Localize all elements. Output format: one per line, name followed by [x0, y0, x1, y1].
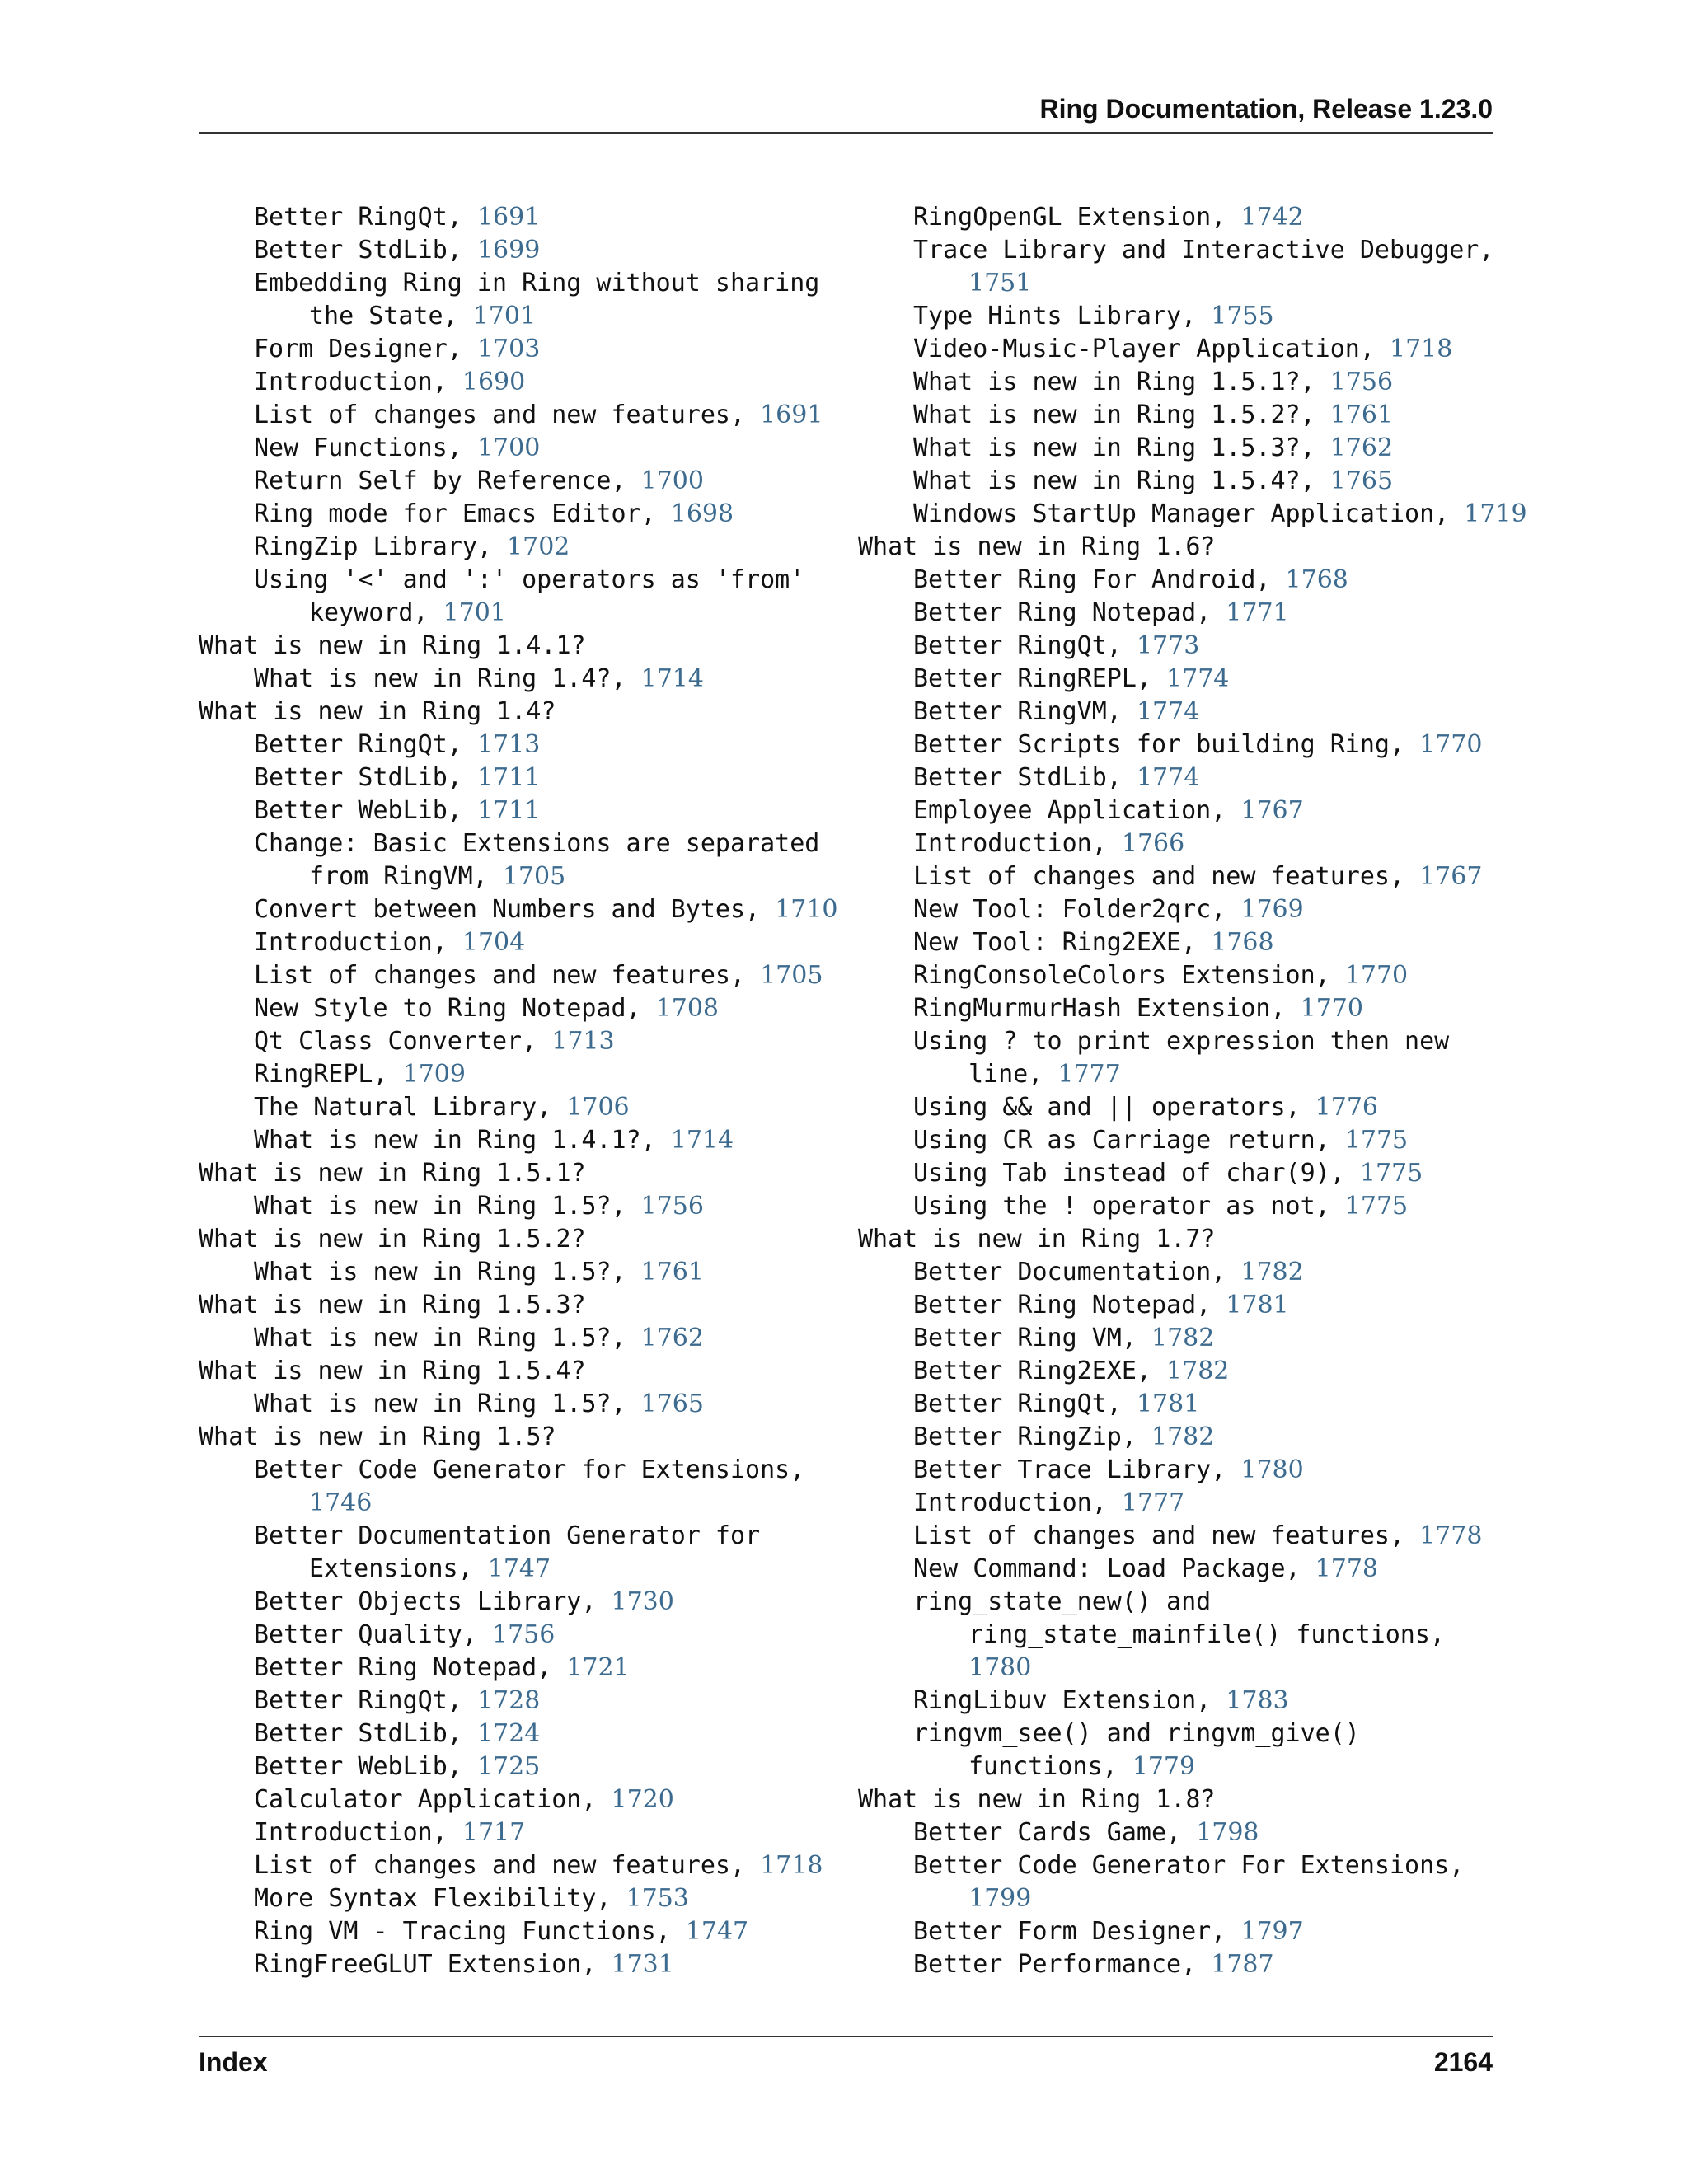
page-link[interactable]: 1713: [551, 1027, 615, 1056]
index-entry[interactable]: [858, 432, 1501, 465]
index-entry[interactable]: [199, 1025, 842, 1058]
index-entry-text: keyword,: [309, 598, 429, 627]
index-entry[interactable]: [199, 827, 842, 893]
page-link[interactable]: 1725: [476, 1752, 541, 1781]
index-entry-text: What is new in Ring 1.5.4?,: [913, 466, 1315, 495]
page-link[interactable]: 1767: [1240, 796, 1304, 825]
page-link[interactable]: 1773: [1136, 631, 1200, 660]
index-entry-text: Employee Application,: [913, 796, 1226, 825]
page-link[interactable]: 1767: [1419, 862, 1483, 891]
index-entry-text: Better Quality,: [254, 1620, 477, 1649]
index-entry[interactable]: [199, 399, 842, 432]
index-entry[interactable]: [858, 1355, 1501, 1388]
index-entry[interactable]: [199, 366, 842, 399]
index-entry[interactable]: [199, 1882, 842, 1915]
index-entry[interactable]: [199, 1750, 842, 1783]
page-link[interactable]: 1705: [502, 862, 566, 891]
index-entry-text: Better StdLib,: [913, 763, 1122, 792]
index-entry[interactable]: [199, 1783, 842, 1816]
index-entry-text: Ring mode for Emacs Editor,: [254, 499, 656, 528]
page-link[interactable]: 1701: [443, 598, 506, 627]
page-link[interactable]: 1774: [1166, 664, 1230, 693]
page-link[interactable]: 1783: [1226, 1686, 1289, 1715]
page-link[interactable]: 1699: [476, 236, 541, 265]
index-entry[interactable]: [199, 762, 842, 794]
page-link[interactable]: 1719: [1464, 499, 1527, 528]
index-entry-text: Using '<' and ':' operators as 'from': [254, 565, 805, 594]
index-entry-text: Better RingZip,: [913, 1422, 1137, 1451]
index-entry-text: RingConsoleColors Extension,: [913, 961, 1330, 990]
page-link[interactable]: 1702: [507, 532, 570, 561]
index-entry-text: Video-Music-Player Application,: [913, 335, 1375, 363]
page-link[interactable]: 1756: [640, 1192, 704, 1221]
index-entry-text: What is new in Ring 1.8?: [858, 1785, 1216, 1814]
index-entry-text: What is new in Ring 1.5?: [199, 1422, 556, 1451]
index-heading: [858, 1223, 1501, 1256]
page-link[interactable]: 1730: [611, 1587, 674, 1616]
index-heading: [199, 1355, 842, 1388]
index-entry-text: List of changes and new features,: [254, 961, 746, 990]
index-entry-text: Better RingQt,: [254, 730, 462, 759]
index-entry-text: What is new in Ring 1.6?: [858, 532, 1216, 561]
index-entry-text: The Natural Library,: [254, 1093, 552, 1122]
page-link[interactable]: 1713: [476, 730, 541, 759]
index-entry[interactable]: [858, 762, 1501, 794]
page-link[interactable]: 1718: [760, 1851, 823, 1880]
index-entry-text: What is new in Ring 1.5.3?: [199, 1291, 586, 1319]
page-link[interactable]: 1782: [1151, 1324, 1215, 1352]
page-link[interactable]: 1762: [1329, 434, 1394, 462]
index-entry-text: ring_state_new() and: [913, 1587, 1212, 1616]
page-link[interactable]: 1710: [775, 895, 838, 924]
index-entry-text: Using CR as Carriage return,: [913, 1126, 1330, 1155]
index-entry-text: RingFreeGLUT Extension,: [254, 1950, 597, 1979]
index-entry[interactable]: [858, 1685, 1501, 1718]
page-link[interactable]: 1720: [611, 1785, 674, 1814]
index-entry-text: Better Cards Game,: [913, 1818, 1182, 1847]
index-entry-text: Calculator Application,: [254, 1785, 597, 1814]
index-entry-text: Form Designer,: [254, 335, 462, 363]
page-link[interactable]: 1799: [968, 1884, 1032, 1913]
index-entry-text: Better StdLib,: [254, 236, 462, 265]
index-entry-text: Trace Library and Interactive Debugger,: [913, 236, 1494, 265]
index-entry-text: Better RingQt,: [254, 1686, 462, 1715]
page-link[interactable]: 1778: [1315, 1554, 1379, 1583]
index-entry-text: Better StdLib,: [254, 1719, 462, 1748]
running-header-title: Ring Documentation, Release 1.23.0: [1039, 94, 1493, 124]
index-entry-text: More Syntax Flexibility,: [254, 1884, 612, 1913]
index-entry-text: What is new in Ring 1.5?,: [254, 1258, 626, 1286]
index-heading: [199, 1223, 842, 1256]
index-entry-text: RingZip Library,: [254, 532, 492, 561]
index-entry-text: Better Ring Notepad,: [254, 1653, 552, 1682]
index-entry-text: Better WebLib,: [254, 796, 462, 825]
page-link[interactable]: 1782: [1151, 1422, 1215, 1451]
index-entry-text: Better Ring Notepad,: [913, 598, 1212, 627]
page-link[interactable]: 1705: [760, 961, 823, 990]
index-entry[interactable]: [858, 564, 1501, 597]
page-link[interactable]: 1770: [1344, 961, 1409, 990]
index-entry-text: Type Hints Library,: [913, 302, 1197, 330]
index-entry-text: What is new in Ring 1.4.1?: [199, 631, 586, 660]
index-entry[interactable]: [858, 1454, 1501, 1487]
page-link[interactable]: 1780: [968, 1653, 1032, 1682]
index-entry[interactable]: [199, 1388, 842, 1421]
index-entry[interactable]: [858, 1256, 1501, 1289]
index-entry[interactable]: [199, 1652, 842, 1685]
index-entry-text: Better Trace Library,: [913, 1455, 1226, 1484]
page-link[interactable]: 1779: [1132, 1752, 1196, 1781]
page-link[interactable]: 1755: [1211, 302, 1274, 330]
index-entry[interactable]: [858, 366, 1501, 399]
index-entry-text: the State,: [309, 302, 458, 330]
index-entry-text: What is new in Ring 1.5?,: [254, 1324, 626, 1352]
index-entry[interactable]: [199, 1849, 842, 1882]
index-entry-text: What is new in Ring 1.5.1?: [199, 1159, 586, 1188]
page-link[interactable]: 1711: [476, 796, 541, 825]
index-entry[interactable]: [199, 1322, 842, 1355]
index-entry-text: Better Ring VM,: [913, 1324, 1137, 1352]
index-entry-text: Better Form Designer,: [913, 1917, 1226, 1946]
index-entry[interactable]: [199, 992, 842, 1025]
index-entry-text: Better Code Generator for Extensions,: [254, 1455, 805, 1484]
index-entry-text: ring_state_mainfile() functions,: [968, 1620, 1445, 1649]
index-heading: [199, 1289, 842, 1322]
index-entry[interactable]: [199, 234, 842, 267]
page-link[interactable]: 1780: [1240, 1455, 1304, 1484]
page-link[interactable]: 1768: [1211, 928, 1274, 957]
index-entry[interactable]: [199, 201, 842, 234]
page-link[interactable]: 1787: [1211, 1950, 1274, 1979]
index-heading: [199, 1421, 842, 1454]
index-entry-text: Better RingQt,: [254, 203, 462, 232]
index-entry[interactable]: [858, 333, 1501, 366]
page-link[interactable]: 1714: [670, 1126, 734, 1155]
page-link[interactable]: 1751: [968, 269, 1032, 298]
page-link[interactable]: 1711: [476, 763, 541, 792]
index-entry-text: New Command: Load Package,: [913, 1554, 1301, 1583]
index-heading: [858, 531, 1501, 564]
index-entry-text: Introduction,: [254, 1818, 448, 1847]
index-entry-text: Extensions,: [309, 1554, 473, 1583]
index-entry-text: Better Ring2EXE,: [913, 1357, 1151, 1385]
index-entry-text: Embedding Ring in Ring without sharing: [254, 269, 820, 298]
index-entry[interactable]: [858, 860, 1501, 893]
index-entry[interactable]: [858, 926, 1501, 959]
page-link[interactable]: 1700: [640, 466, 704, 495]
index-entry-text: What is new in Ring 1.5.2?,: [913, 401, 1315, 429]
page-link[interactable]: 1731: [611, 1950, 674, 1979]
page-link[interactable]: 1703: [476, 335, 541, 363]
index-heading: [199, 630, 842, 663]
index-entry[interactable]: [199, 267, 842, 333]
index-entry-text: Qt Class Converter,: [254, 1027, 537, 1056]
index-entry-text: Better RingVM,: [913, 697, 1122, 726]
index-entry-text: Better RingQt,: [913, 1390, 1122, 1418]
page-link[interactable]: 1698: [670, 499, 734, 528]
page-link[interactable]: 1701: [472, 302, 537, 330]
index-heading: [199, 696, 842, 729]
page-link[interactable]: 1775: [1344, 1192, 1409, 1221]
index-entry-text: Better Code Generator For Extensions,: [913, 1851, 1465, 1880]
index-entry[interactable]: [199, 465, 842, 498]
index-entry-text: What is new in Ring 1.4.1?,: [254, 1126, 656, 1155]
page-link[interactable]: 1762: [640, 1324, 704, 1352]
page-link[interactable]: 1691: [476, 203, 541, 232]
page-link[interactable]: 1714: [640, 664, 704, 693]
index-entry-text: Better Ring Notepad,: [913, 1291, 1212, 1319]
index-entry[interactable]: [858, 729, 1501, 762]
index-heading: [199, 1157, 842, 1190]
page-link[interactable]: 1766: [1121, 829, 1185, 858]
index-entry-text: Better Objects Library,: [254, 1587, 597, 1616]
index-entry[interactable]: [199, 794, 842, 827]
index-column-right: [858, 201, 1527, 1981]
index-entry[interactable]: [199, 1586, 842, 1619]
index-entry[interactable]: [858, 1816, 1501, 1849]
index-entry-text: Better RingREPL,: [913, 664, 1151, 693]
index-column-left: [199, 201, 842, 1981]
index-entry-text: ringvm_see() and ringvm_give(): [913, 1719, 1360, 1748]
index-entry[interactable]: [858, 1586, 1501, 1685]
index-entry[interactable]: [199, 1058, 842, 1091]
page-link[interactable]: 1769: [1240, 895, 1304, 924]
index-entry[interactable]: [199, 1454, 842, 1520]
index-entry[interactable]: [858, 1948, 1501, 1981]
index-entry-text: List of changes and new features,: [254, 401, 746, 429]
index-entry[interactable]: [858, 1124, 1501, 1157]
page-link[interactable]: 1774: [1136, 763, 1200, 792]
index-entry[interactable]: [858, 1157, 1501, 1190]
page-link[interactable]: 1765: [640, 1390, 704, 1418]
page-link[interactable]: 1778: [1419, 1521, 1483, 1550]
page-link[interactable]: 1781: [1136, 1390, 1200, 1418]
index-entry-text: What is new in Ring 1.4?,: [254, 664, 626, 693]
index-entry[interactable]: [199, 531, 842, 564]
index-entry-text: Using the ! operator as not,: [913, 1192, 1330, 1221]
index-entry[interactable]: [858, 1718, 1501, 1783]
page-link[interactable]: 1782: [1166, 1357, 1230, 1385]
index-entry-text: Convert between Numbers and Bytes,: [254, 895, 761, 924]
index-entry-text: New Tool: Folder2qrc,: [913, 895, 1226, 924]
index-entry-text: Using ? to print expression then new: [913, 1027, 1450, 1056]
page-link[interactable]: 1742: [1240, 203, 1304, 232]
page-link[interactable]: 1724: [476, 1719, 541, 1748]
index-entry-text: Windows StartUp Manager Application,: [913, 499, 1450, 528]
index-entry[interactable]: [199, 893, 842, 926]
index-entry-text: New Tool: Ring2EXE,: [913, 928, 1197, 957]
index-entry[interactable]: [199, 1124, 842, 1157]
index-entry-text: functions,: [968, 1752, 1118, 1781]
index-entry[interactable]: [858, 1520, 1501, 1553]
index-entry-text: Return Self by Reference,: [254, 466, 626, 495]
page-link[interactable]: 1776: [1315, 1093, 1379, 1122]
index-entry-text: Ring VM - Tracing Functions,: [254, 1917, 671, 1946]
page-link[interactable]: 1753: [626, 1884, 689, 1913]
page-link[interactable]: 1798: [1196, 1818, 1259, 1847]
index-entry[interactable]: [858, 1421, 1501, 1454]
index-entry-text: RingLibuv Extension,: [913, 1686, 1212, 1715]
page-link[interactable]: 1747: [487, 1554, 551, 1583]
page-footer: [199, 2036, 1493, 2087]
index-entry[interactable]: [199, 663, 842, 696]
index-entry[interactable]: [199, 1816, 842, 1849]
index-entry[interactable]: [858, 1915, 1501, 1948]
index-entry[interactable]: [858, 1849, 1501, 1915]
page-link[interactable]: 1770: [1300, 994, 1363, 1023]
index-entry[interactable]: [858, 597, 1501, 630]
index-entry[interactable]: [858, 1322, 1501, 1355]
index-entry[interactable]: [858, 1553, 1501, 1586]
page-link[interactable]: 1774: [1136, 697, 1200, 726]
index-entry[interactable]: [858, 399, 1501, 432]
index-entry-text: Better Ring For Android,: [913, 565, 1271, 594]
index-entry-text: What is new in Ring 1.7?: [858, 1225, 1216, 1254]
index-entry[interactable]: [858, 794, 1501, 827]
page-link[interactable]: 1728: [476, 1686, 541, 1715]
page-link[interactable]: 1747: [685, 1917, 749, 1946]
page-link[interactable]: 1717: [462, 1818, 526, 1847]
index-entry[interactable]: [858, 696, 1501, 729]
index-entry[interactable]: [858, 992, 1501, 1025]
page-link[interactable]: 1690: [462, 368, 526, 396]
index-entry-text: RingOpenGL Extension,: [913, 203, 1226, 232]
index-entry[interactable]: [858, 201, 1501, 234]
index-entry-text: What is new in Ring 1.5?,: [254, 1390, 626, 1418]
index-entry[interactable]: [858, 1091, 1501, 1124]
page-link[interactable]: 1771: [1226, 598, 1289, 627]
page-link[interactable]: 1797: [1240, 1917, 1304, 1946]
page-link[interactable]: 1761: [1329, 401, 1394, 429]
page-link[interactable]: 1781: [1226, 1291, 1289, 1319]
page-link[interactable]: 1777: [1057, 1060, 1121, 1089]
index-entry[interactable]: [858, 959, 1501, 992]
index-entry-text: Better WebLib,: [254, 1752, 462, 1781]
index-entry-text: What is new in Ring 1.5.4?: [199, 1357, 586, 1385]
index-entry[interactable]: [199, 1619, 842, 1652]
index-entry-text: from RingVM,: [309, 862, 488, 891]
index-entry-text: Introduction,: [913, 1488, 1107, 1517]
footer-page-number: 2164: [1433, 2047, 1493, 2077]
page-link[interactable]: 1775: [1344, 1126, 1409, 1155]
index-entry[interactable]: [199, 1948, 842, 1981]
index-entry-text: What is new in Ring 1.5.3?,: [913, 434, 1315, 462]
index-entry-text: Better StdLib,: [254, 763, 462, 792]
page-link[interactable]: 1765: [1329, 466, 1394, 495]
index-entry[interactable]: [199, 1091, 842, 1124]
index-entry[interactable]: [199, 1685, 842, 1718]
index-entry[interactable]: [199, 1718, 842, 1750]
page-link[interactable]: 1706: [566, 1093, 630, 1122]
index-entry[interactable]: [858, 630, 1501, 663]
page-link[interactable]: 1756: [492, 1620, 556, 1649]
index-entry[interactable]: [858, 234, 1501, 300]
page-link[interactable]: 1709: [402, 1060, 466, 1089]
index-entry-text: List of changes and new features,: [913, 862, 1405, 891]
footer-section-label: Index: [199, 2047, 268, 2077]
index-entry[interactable]: [199, 1256, 842, 1289]
index-entry[interactable]: [858, 1388, 1501, 1421]
page-link[interactable]: 1756: [1329, 368, 1394, 396]
index-entry-text: Better Performance,: [913, 1950, 1197, 1979]
index-entry-text: What is new in Ring 1.4?: [199, 697, 556, 726]
index-entry-text: Using && and || operators,: [913, 1093, 1301, 1122]
index-entry[interactable]: [199, 729, 842, 762]
index-entry[interactable]: [858, 300, 1501, 333]
index-entry[interactable]: [858, 1025, 1501, 1091]
page-link[interactable]: 1782: [1240, 1258, 1304, 1286]
index-entry[interactable]: [199, 926, 842, 959]
index-entry-text: List of changes and new features,: [254, 1851, 746, 1880]
index-entry[interactable]: [199, 564, 842, 630]
index-entry[interactable]: [199, 959, 842, 992]
index-entry-text: What is new in Ring 1.5.2?: [199, 1225, 586, 1254]
index-entry-text: line,: [968, 1060, 1043, 1089]
index-entry-text: Better Documentation,: [913, 1258, 1226, 1286]
page-link[interactable]: 1721: [566, 1653, 630, 1682]
page-link[interactable]: 1700: [476, 434, 541, 462]
index-entry-text: Change: Basic Extensions are separated: [254, 829, 820, 858]
page-link[interactable]: 1768: [1285, 565, 1348, 594]
index-entry-text: Introduction,: [913, 829, 1107, 858]
index-heading: [858, 1783, 1501, 1816]
index-entry[interactable]: [199, 432, 842, 465]
index-entry-text: List of changes and new features,: [913, 1521, 1405, 1550]
index-entry[interactable]: [199, 498, 842, 531]
index-entry-text: What is new in Ring 1.5.1?,: [913, 368, 1315, 396]
page-link[interactable]: 1708: [655, 994, 720, 1023]
page-link[interactable]: 1777: [1121, 1488, 1185, 1517]
index-entry-text: New Style to Ring Notepad,: [254, 994, 641, 1023]
page-link[interactable]: 1775: [1359, 1159, 1423, 1188]
index-entry-text: New Functions,: [254, 434, 462, 462]
index-entry-text: Better RingQt,: [913, 631, 1122, 660]
index-entry[interactable]: [199, 1915, 842, 1948]
index-entry[interactable]: [858, 498, 1527, 531]
index-entry[interactable]: [858, 827, 1501, 860]
index-entry[interactable]: [858, 1289, 1501, 1322]
index-entry-text: Using Tab instead of char(9),: [913, 1159, 1345, 1188]
page-link[interactable]: 1718: [1389, 335, 1453, 363]
index-entry-text: Introduction,: [254, 928, 448, 957]
page-link[interactable]: 1746: [309, 1488, 373, 1517]
page-link[interactable]: 1691: [760, 401, 823, 429]
index-entry[interactable]: [858, 465, 1501, 498]
index-entry-text: Introduction,: [254, 368, 448, 396]
index-entry-text: RingREPL,: [254, 1060, 388, 1089]
index-entry-text: Better Documentation Generator for: [254, 1521, 761, 1550]
index-entry[interactable]: [858, 893, 1501, 926]
page-link[interactable]: 1770: [1419, 730, 1483, 759]
page-link[interactable]: 1704: [462, 928, 526, 957]
index-entry-text: What is new in Ring 1.5?,: [254, 1192, 626, 1221]
page-header: [199, 92, 1493, 134]
index-entry[interactable]: [199, 1190, 842, 1223]
index-entry[interactable]: [858, 1190, 1501, 1223]
index-entry[interactable]: [199, 1520, 842, 1586]
page-link[interactable]: 1761: [640, 1258, 704, 1286]
index-entry-text: Better Scripts for building Ring,: [913, 730, 1405, 759]
index-entry[interactable]: [858, 663, 1501, 696]
index-entry[interactable]: [199, 333, 842, 366]
index-entry-text: RingMurmurHash Extension,: [913, 994, 1286, 1023]
index-entry[interactable]: [858, 1487, 1501, 1520]
